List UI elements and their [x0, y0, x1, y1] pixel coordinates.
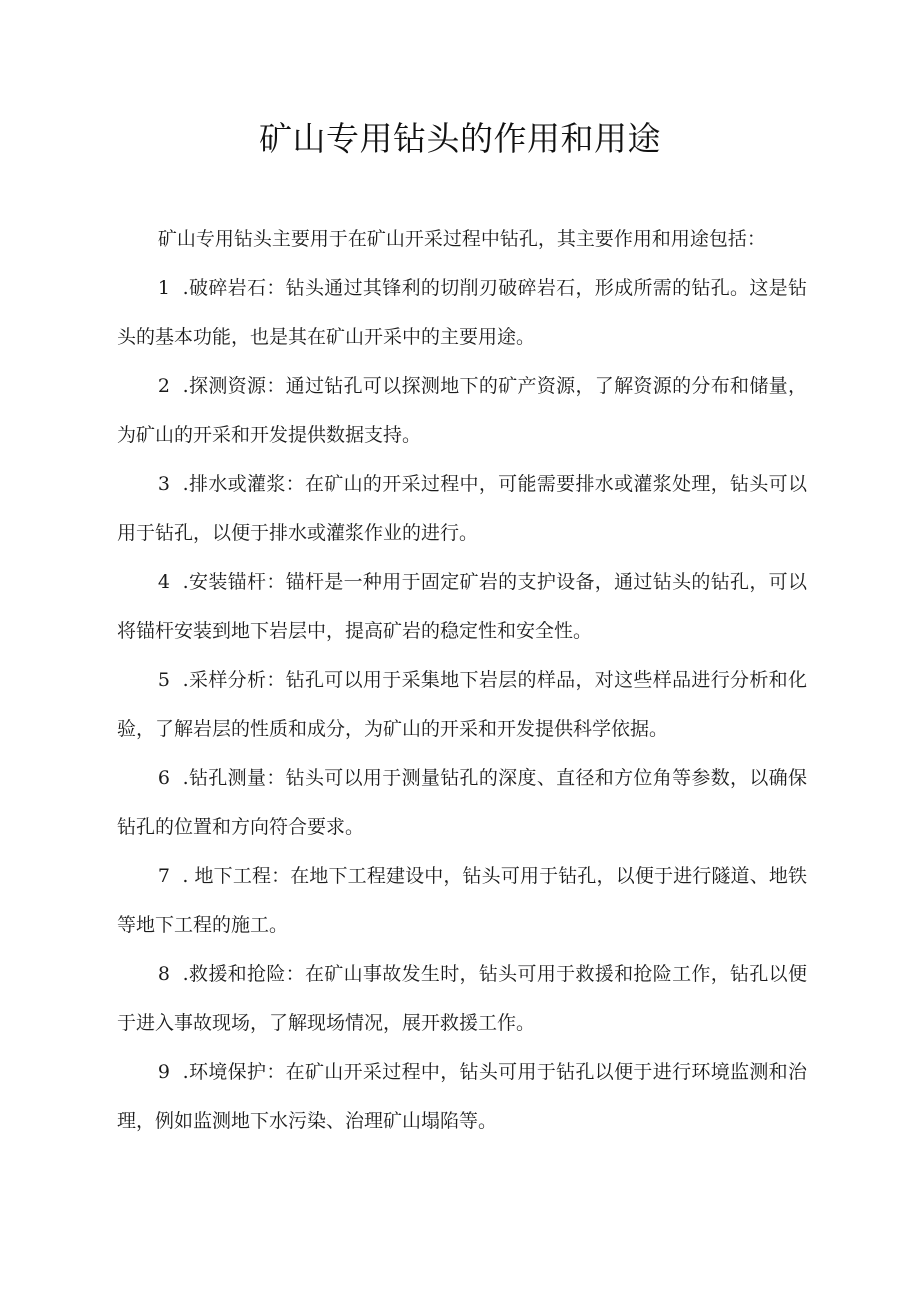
list-item	[117, 264, 807, 362]
list-item	[117, 362, 807, 460]
item-text: .环境保护：在矿山开采过程中，钻头可用于钻孔以便于进行环境监测和治理，例如监测地下水污染、治理矿山塌陷等。	[117, 1061, 807, 1132]
document-body	[117, 215, 807, 1146]
document-title: 矿山专用钻头的作用和用途	[259, 119, 661, 158]
item-text: .破碎岩石：钻头通过其锋利的切削刃破碎岩石，形成所需的钻孔。这是钻头的基本功能，也是其在矿山开采中的主要用途。	[117, 277, 807, 348]
item-text: .救援和抢险：在矿山事故发生时，钻头可用于救援和抢险工作，钻孔以便于进入事故现场，了解现场情况，展开救援工作。	[117, 963, 807, 1034]
list-item	[117, 950, 807, 1048]
list-item	[117, 852, 807, 950]
item-number: 5	[157, 669, 170, 691]
item-number: 8	[157, 963, 170, 985]
item-text: .采样分析：钻孔可以用于采集地下岩层的样品，对这些样品进行分析和化验，了解岩层的性质和成分，为矿山的开采和开发提供科学依据。	[117, 669, 807, 740]
item-number: 3	[157, 473, 170, 495]
list-item	[117, 754, 807, 852]
item-number: 1	[157, 277, 170, 299]
list-item	[117, 656, 807, 754]
item-number: 4	[157, 571, 170, 593]
list-item	[117, 1048, 807, 1146]
item-number: 6	[157, 767, 170, 789]
item-text: .探测资源：通过钻孔可以探测地下的矿产资源，了解资源的分布和储量，为矿山的开采和开发提供数据支持。	[117, 375, 807, 446]
item-text: . 地下工程：在地下工程建设中，钻头可用于钻孔，以便于进行隧道、地铁等地下工程的施工。	[117, 865, 807, 936]
item-number: 7	[157, 865, 170, 887]
item-number: 2	[157, 375, 170, 397]
item-text: .钻孔测量：钻头可以用于测量钻孔的深度、直径和方位角等参数，以确保钻孔的位置和方向符合要求。	[117, 767, 807, 838]
list-item	[117, 460, 807, 558]
intro-paragraph: 矿山专用钻头主要用于在矿山开采过程中钻孔，其主要作用和用途包括：	[157, 228, 766, 250]
list-item	[117, 558, 807, 656]
item-number: 9	[157, 1061, 170, 1083]
item-text: .排水或灌浆：在矿山的开采过程中，可能需要排水或灌浆处理，钻头可以用于钻孔，以便于排水或灌浆作业的进行。	[117, 473, 807, 544]
item-text: .安装锚杆：锚杆是一种用于固定矿岩的支护设备，通过钻头的钻孔，可以将锚杆安装到地下岩层中，提高矿岩的稳定性和安全性。	[117, 571, 807, 642]
